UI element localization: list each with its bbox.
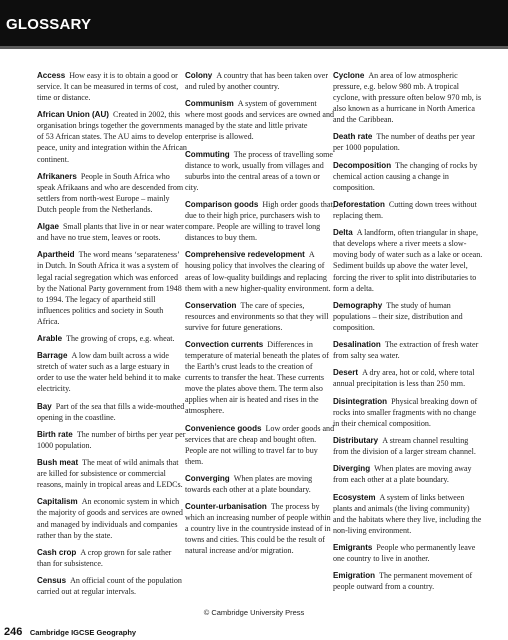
glossary-definition: People who permanently leave one country to live in another. — [333, 542, 476, 563]
glossary-term: Algae — [37, 222, 59, 232]
glossary-entry — [333, 570, 483, 592]
glossary-definition: A landform, often triangular in shape, that develops where a river meets a slow-moving body of water such as a lake or ocean. Sediment builds up above the water level, forcing the river to split into distributaries to form a delta. — [333, 228, 483, 293]
glossary-entry — [37, 547, 187, 569]
glossary-term: Apartheid — [37, 250, 75, 260]
glossary-definition: People in South Africa who speak Afrikaans and who are descended from settlers from north-west Europe – mainly Dutch people from the Netherlands. — [37, 171, 184, 214]
glossary-definition: Physical breaking down of rocks into smaller fragments with no change in their chemical composition. — [333, 396, 478, 428]
glossary-term: Deforestation — [333, 200, 385, 210]
glossary-definition: The care of species, resources and environments so that they will survive for future generations. — [185, 300, 329, 332]
glossary-term: Bay — [37, 401, 52, 411]
glossary-entry — [37, 496, 187, 540]
glossary-entry — [333, 435, 483, 457]
glossary-definition: Part of the sea that fills a wide-mouthed opening in the coastline. — [37, 401, 185, 422]
glossary-entry — [333, 542, 483, 564]
glossary-entry — [185, 249, 335, 293]
glossary-definition: The permanent movement of people outward from a country. — [333, 571, 473, 592]
glossary-term: Emigration — [333, 571, 376, 581]
banner-divider — [0, 46, 508, 49]
glossary-term: Afrikaners — [37, 171, 77, 181]
glossary-entry — [185, 300, 335, 333]
glossary-term: Capitalism — [37, 497, 78, 507]
glossary-term: Converging — [185, 474, 230, 483]
glossary-entry — [37, 70, 187, 103]
glossary-term: Desalination — [333, 340, 381, 350]
glossary-term: Colony — [185, 71, 213, 80]
glossary-entry — [333, 227, 483, 293]
glossary-entry — [333, 463, 483, 485]
glossary-definition: The extraction of fresh water from salty sea water. — [333, 340, 479, 361]
glossary-definition: A country that has been taken over and ruled by another country. — [185, 71, 329, 92]
glossary-entry — [185, 473, 335, 495]
glossary-term: Comprehensive redevelopment — [185, 250, 305, 260]
glossary-term: Disintegration — [333, 396, 388, 406]
glossary-entry — [37, 575, 187, 597]
glossary-definition: Low order goods and services that are cheap and bought often. People are not willing to travel far to buy them. — [185, 423, 335, 466]
glossary-term: Conservation — [185, 300, 237, 310]
glossary-term: Ecosystem — [333, 492, 376, 502]
glossary-column-3 — [333, 70, 483, 599]
glossary-definition: How easy it is to obtain a good or service. It can be measured in terms of cost, time or distance. — [37, 71, 179, 103]
glossary-entry — [37, 350, 187, 394]
glossary-entry — [185, 70, 335, 92]
glossary-term: Delta — [333, 228, 353, 238]
glossary-definition: The meat of wild animals that are killed for subsistence or commercial reasons, mainly in tropical areas and LEDCs. — [37, 458, 183, 490]
glossary-definition: A system of government where most goods and services are owned and managed by the state and little private enterprise is allowed. — [185, 99, 335, 142]
glossary-entry — [185, 199, 335, 243]
glossary-entry — [185, 339, 335, 416]
glossary-definition: The process of travelling some distance to work, usually from villages and suburbs into the central areas of a town or city. — [185, 149, 333, 192]
glossary-term: Arable — [37, 333, 63, 343]
glossary-column-2 — [185, 70, 335, 563]
glossary-entry — [333, 131, 483, 153]
glossary-definition: A housing policy that involves the clearing of areas of low-quality buildings and replacing them with a new higher-quality environment. — [185, 250, 331, 293]
glossary-term: Convection currents — [185, 340, 264, 350]
glossary-term: Convenience goods — [185, 423, 262, 433]
glossary-term: Demography — [333, 300, 383, 310]
glossary-column-1 — [37, 70, 187, 603]
glossary-term: African Union (AU) — [37, 110, 109, 120]
glossary-definition: A dry area, hot or cold, where total annual precipitation is less than 250 mm. — [333, 368, 475, 389]
glossary-definition: A stream channel resulting from the division of a larger stream channel. — [333, 436, 476, 457]
glossary-term: Birth rate — [37, 429, 73, 439]
glossary-entry — [185, 149, 335, 193]
glossary-term: Bush meat — [37, 458, 79, 468]
glossary-definition: The changing of rocks by chemical action causing a change in composition. — [333, 160, 478, 192]
glossary-entry — [333, 300, 483, 333]
glossary-entry — [37, 221, 187, 243]
glossary-definition: A crop grown for sale rather than for subsistence. — [37, 547, 172, 568]
glossary-term: Cash crop — [37, 547, 77, 557]
glossary-entry — [333, 339, 483, 361]
glossary-term: Desert — [333, 368, 359, 378]
glossary-term: Communism — [185, 99, 234, 109]
glossary-definition: Created in 2002, this organisation brings together the governments of 53 African states. The AU aims to develop peace, unity and integration within the African continent. — [37, 110, 187, 164]
glossary-entry — [185, 423, 335, 467]
glossary-entry — [37, 109, 187, 164]
glossary-definition: A low dam built across a wide stretch of water such as a large estuary in order to use the water held behind it to make electricity. — [37, 351, 181, 394]
glossary-entry — [185, 98, 335, 142]
glossary-definition: The word means ‘separateness’ in Dutch. In South Africa it was a system of legal racial segregation which was enforced by the National Party government from 1948 to 1994. The legacy of apartheid still influences politics and society in South Africa. — [37, 250, 182, 326]
glossary-entry — [333, 367, 483, 389]
glossary-definition: The number of deaths per year per 1000 population. — [333, 132, 475, 153]
glossary-entry — [37, 429, 187, 451]
glossary-term: Barrage — [37, 351, 68, 361]
glossary-term: Counter-urbanisation — [185, 502, 267, 512]
glossary-entry — [333, 396, 483, 429]
glossary-term: Comparison goods — [185, 200, 259, 210]
glossary-term: Death rate — [333, 132, 373, 142]
glossary-definition: Small plants that live in or near water and have no true stem, leaves or roots. — [37, 222, 184, 243]
glossary-definition: The number of births per year per 1000 population. — [37, 429, 186, 450]
glossary-definition: When plates are moving towards each other at a plate boundary. — [185, 474, 313, 495]
glossary-entry — [185, 501, 335, 556]
glossary-definition: The study of human populations – their size, distribution and composition. — [333, 300, 463, 332]
glossary-definition: An economic system in which the majority of goods and services are owned and managed by individuals and companies rather than by the state. — [37, 497, 183, 540]
glossary-term: Commuting — [185, 149, 230, 159]
glossary-term: Decomposition — [333, 160, 392, 170]
glossary-entry — [333, 160, 483, 193]
page-number: 246 — [4, 626, 23, 638]
glossary-definition: The growing of crops, e.g. wheat. — [66, 333, 175, 343]
glossary-definition: High order goods that, due to their high price, purchasers wish to compare. People are willing to travel long distances to buy them. — [185, 200, 335, 243]
glossary-term: Census — [37, 576, 67, 586]
glossary-term: Distributary — [333, 436, 379, 445]
glossary-definition: The process by which an increasing number of people within a country live in the countryside instead of in towns and cities. This could be the result of natural increase and/or migration. — [185, 502, 331, 556]
glossary-definition: Cutting down trees without replacing them. — [333, 200, 477, 221]
glossary-term: Diverging — [333, 464, 371, 474]
page-title: GLOSSARY — [6, 16, 92, 33]
glossary-definition: Differences in temperature of material beneath the plates of the Earth’s crust leads to the creation of currents to transfer the heat. These currents move the plates above them. The term also applies when air is heated and rises in the atmosphere. — [185, 340, 329, 416]
glossary-definition: A system of links between plants and animals (the living community) and the habitats where they live, including the non-living environment. — [333, 492, 482, 535]
glossary-entry — [37, 249, 187, 326]
glossary-entry — [37, 171, 187, 215]
glossary-term: Emigrants — [333, 542, 373, 552]
glossary-entry — [37, 457, 187, 490]
glossary-banner — [0, 0, 508, 46]
copyright-notice: © Cambridge University Press — [203, 608, 305, 617]
glossary-entry — [37, 401, 187, 423]
glossary-entry — [333, 199, 483, 221]
glossary-entry — [37, 333, 187, 344]
glossary-term: Access — [37, 71, 66, 80]
glossary-definition: An official count of the population carried out at regular intervals. — [37, 576, 182, 597]
glossary-entry — [333, 492, 483, 536]
glossary-definition: An area of low atmospheric pressure, e.g. below 980 mb. A tropical cyclone, with pressure often below 970 mb, is also known as a hurricane in North America and the Caribbean. — [333, 71, 482, 125]
book-title: Cambridge IGCSE Geography — [29, 628, 137, 637]
glossary-entry — [333, 70, 483, 125]
glossary-term: Cyclone — [333, 71, 365, 80]
page-footer — [4, 622, 136, 640]
glossary-definition: When plates are moving away from each other at a plate boundary. — [333, 464, 472, 485]
